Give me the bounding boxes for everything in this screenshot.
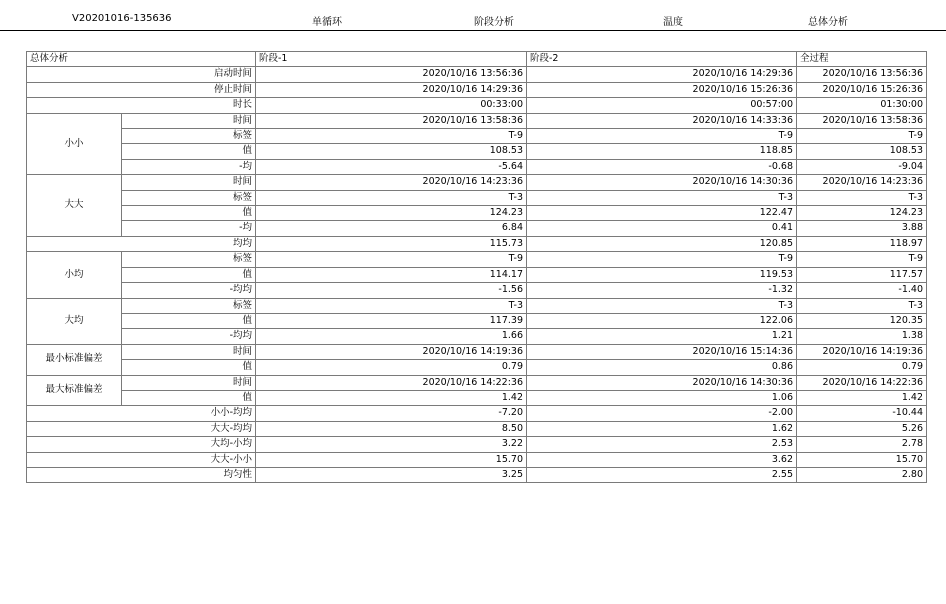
- analysis-label: 阶段分析: [474, 17, 514, 28]
- value-cell-1: -5.64: [256, 159, 527, 174]
- value-cell-2: -2.00: [527, 406, 797, 421]
- group-label: 最小标准偏差: [27, 344, 122, 375]
- value-cell-3: T-9: [797, 129, 927, 144]
- group-label: 小均: [27, 252, 122, 298]
- row-label: 标签: [122, 190, 256, 205]
- table-row: [27, 437, 927, 452]
- table-row: [27, 67, 927, 82]
- row-label: 值: [122, 390, 256, 405]
- report-header: [0, 0, 946, 30]
- value-cell-3: 5.26: [797, 421, 927, 436]
- table-row: [27, 190, 927, 205]
- value-cell-3: 2020/10/16 13:56:36: [797, 67, 927, 82]
- table-row: [27, 452, 927, 467]
- value-cell-3: 120.35: [797, 313, 927, 328]
- record-id: V20201016-135636: [72, 13, 172, 24]
- table-row: [27, 406, 927, 421]
- value-cell-3: T-9: [797, 252, 927, 267]
- value-cell-2: 2020/10/16 14:30:36: [527, 175, 797, 190]
- value-cell-1: 0.79: [256, 360, 527, 375]
- value-cell-3: -10.44: [797, 406, 927, 421]
- value-cell-2: T-3: [527, 298, 797, 313]
- table-row: [27, 329, 927, 344]
- value-cell-3: T-3: [797, 190, 927, 205]
- row-label: 小小-均均: [27, 406, 256, 421]
- table-row: [27, 252, 927, 267]
- value-cell-2: 122.06: [527, 313, 797, 328]
- row-label: 标签: [122, 252, 256, 267]
- value-cell-2: 2020/10/16 14:29:36: [527, 67, 797, 82]
- row-label: 时间: [122, 375, 256, 390]
- group-label: 大均: [27, 298, 122, 344]
- row-label: 时间: [122, 344, 256, 359]
- row-label: 停止时间: [27, 82, 256, 97]
- table-row: [27, 206, 927, 221]
- table-row: [27, 82, 927, 97]
- value-cell-2: T-9: [527, 129, 797, 144]
- column-header-2: 阶段-2: [527, 52, 797, 67]
- table-row: [27, 98, 927, 113]
- row-label: 值: [122, 360, 256, 375]
- mode-label: 单循环: [312, 17, 342, 28]
- table-row: [27, 144, 927, 159]
- value-cell-3: T-3: [797, 298, 927, 313]
- value-cell-2: 0.41: [527, 221, 797, 236]
- value-cell-1: 3.25: [256, 467, 527, 482]
- corner-cell: 总体分析: [27, 52, 256, 67]
- value-cell-2: 1.62: [527, 421, 797, 436]
- value-cell-2: 0.86: [527, 360, 797, 375]
- value-cell-2: 2.53: [527, 437, 797, 452]
- value-cell-3: 2020/10/16 14:19:36: [797, 344, 927, 359]
- table-row: [27, 113, 927, 128]
- value-cell-3: 2.78: [797, 437, 927, 452]
- row-label: 大均-小均: [27, 437, 256, 452]
- table-row: [27, 298, 927, 313]
- value-cell-1: 2020/10/16 14:23:36: [256, 175, 527, 190]
- value-cell-3: 0.79: [797, 360, 927, 375]
- row-label: 启动时间: [27, 67, 256, 82]
- value-cell-3: 2020/10/16 13:58:36: [797, 113, 927, 128]
- value-cell-1: 2020/10/16 13:56:36: [256, 67, 527, 82]
- value-cell-1: 2020/10/16 14:22:36: [256, 375, 527, 390]
- value-cell-2: -1.32: [527, 283, 797, 298]
- value-cell-1: 2020/10/16 14:29:36: [256, 82, 527, 97]
- value-cell-1: 3.22: [256, 437, 527, 452]
- row-label: 值: [122, 313, 256, 328]
- value-cell-1: 00:33:00: [256, 98, 527, 113]
- value-cell-1: 117.39: [256, 313, 527, 328]
- value-cell-1: -7.20: [256, 406, 527, 421]
- row-label: -均: [122, 221, 256, 236]
- table-row: [27, 313, 927, 328]
- value-cell-1: -1.56: [256, 283, 527, 298]
- value-cell-1: 6.84: [256, 221, 527, 236]
- analysis-table: [26, 51, 927, 483]
- value-cell-2: T-9: [527, 252, 797, 267]
- value-cell-2: 3.62: [527, 452, 797, 467]
- row-label: 标签: [122, 129, 256, 144]
- row-label: 值: [122, 144, 256, 159]
- group-label: 最大标准偏差: [27, 375, 122, 406]
- value-cell-2: 118.85: [527, 144, 797, 159]
- row-label: 时长: [27, 98, 256, 113]
- table-row: [27, 421, 927, 436]
- value-cell-1: 1.66: [256, 329, 527, 344]
- value-cell-1: T-9: [256, 129, 527, 144]
- table-row: [27, 175, 927, 190]
- header-divider: [0, 30, 946, 31]
- value-cell-3: -9.04: [797, 159, 927, 174]
- value-cell-3: 2020/10/16 14:23:36: [797, 175, 927, 190]
- row-label: -均: [122, 159, 256, 174]
- value-cell-3: 124.23: [797, 206, 927, 221]
- value-cell-1: 1.42: [256, 390, 527, 405]
- table-row: [27, 221, 927, 236]
- value-cell-3: 3.88: [797, 221, 927, 236]
- value-cell-1: 115.73: [256, 236, 527, 251]
- row-label: 均均: [27, 236, 256, 251]
- value-cell-3: 118.97: [797, 236, 927, 251]
- value-cell-2: 2020/10/16 15:14:36: [527, 344, 797, 359]
- group-label: 小小: [27, 113, 122, 175]
- row-label: 值: [122, 267, 256, 282]
- value-cell-2: 1.06: [527, 390, 797, 405]
- value-cell-3: 2020/10/16 14:22:36: [797, 375, 927, 390]
- table-row: [27, 467, 927, 482]
- table-row: [27, 267, 927, 282]
- row-label: 值: [122, 206, 256, 221]
- value-cell-2: 00:57:00: [527, 98, 797, 113]
- table-row: [27, 283, 927, 298]
- table-row: [27, 129, 927, 144]
- row-label: 标签: [122, 298, 256, 313]
- value-cell-1: 108.53: [256, 144, 527, 159]
- table-row: [27, 159, 927, 174]
- value-cell-2: 2020/10/16 15:26:36: [527, 82, 797, 97]
- value-cell-1: 15.70: [256, 452, 527, 467]
- table-row: [27, 360, 927, 375]
- value-cell-2: T-3: [527, 190, 797, 205]
- value-cell-1: T-3: [256, 190, 527, 205]
- value-cell-3: 15.70: [797, 452, 927, 467]
- value-cell-1: 2020/10/16 14:19:36: [256, 344, 527, 359]
- value-cell-2: 119.53: [527, 267, 797, 282]
- row-label: 大大-小小: [27, 452, 256, 467]
- value-cell-3: 01:30:00: [797, 98, 927, 113]
- value-cell-2: -0.68: [527, 159, 797, 174]
- table-row: [27, 390, 927, 405]
- row-label: 均匀性: [27, 467, 256, 482]
- table-row: [27, 375, 927, 390]
- row-label: -均均: [122, 283, 256, 298]
- value-cell-1: 124.23: [256, 206, 527, 221]
- value-cell-3: 1.42: [797, 390, 927, 405]
- value-cell-3: -1.40: [797, 283, 927, 298]
- table-row: [27, 236, 927, 251]
- value-cell-3: 2020/10/16 15:26:36: [797, 82, 927, 97]
- value-cell-2: 122.47: [527, 206, 797, 221]
- value-cell-2: 2.55: [527, 467, 797, 482]
- column-header-3: 全过程: [797, 52, 927, 67]
- value-cell-1: 8.50: [256, 421, 527, 436]
- value-cell-3: 117.57: [797, 267, 927, 282]
- value-cell-2: 2020/10/16 14:33:36: [527, 113, 797, 128]
- value-cell-3: 1.38: [797, 329, 927, 344]
- value-cell-3: 2.80: [797, 467, 927, 482]
- value-cell-1: 114.17: [256, 267, 527, 282]
- table-row: [27, 344, 927, 359]
- row-label: 时间: [122, 175, 256, 190]
- row-label: -均均: [122, 329, 256, 344]
- row-label: 大大-均均: [27, 421, 256, 436]
- value-cell-1: T-3: [256, 298, 527, 313]
- param-label: 温度: [663, 17, 683, 28]
- group-label: 大大: [27, 175, 122, 237]
- table-header-row: [27, 52, 927, 67]
- value-cell-2: 120.85: [527, 236, 797, 251]
- value-cell-3: 108.53: [797, 144, 927, 159]
- column-header-1: 阶段-1: [256, 52, 527, 67]
- row-label: 时间: [122, 113, 256, 128]
- value-cell-1: T-9: [256, 252, 527, 267]
- value-cell-1: 2020/10/16 13:58:36: [256, 113, 527, 128]
- value-cell-2: 2020/10/16 14:30:36: [527, 375, 797, 390]
- value-cell-2: 1.21: [527, 329, 797, 344]
- overall-label: 总体分析: [808, 17, 848, 28]
